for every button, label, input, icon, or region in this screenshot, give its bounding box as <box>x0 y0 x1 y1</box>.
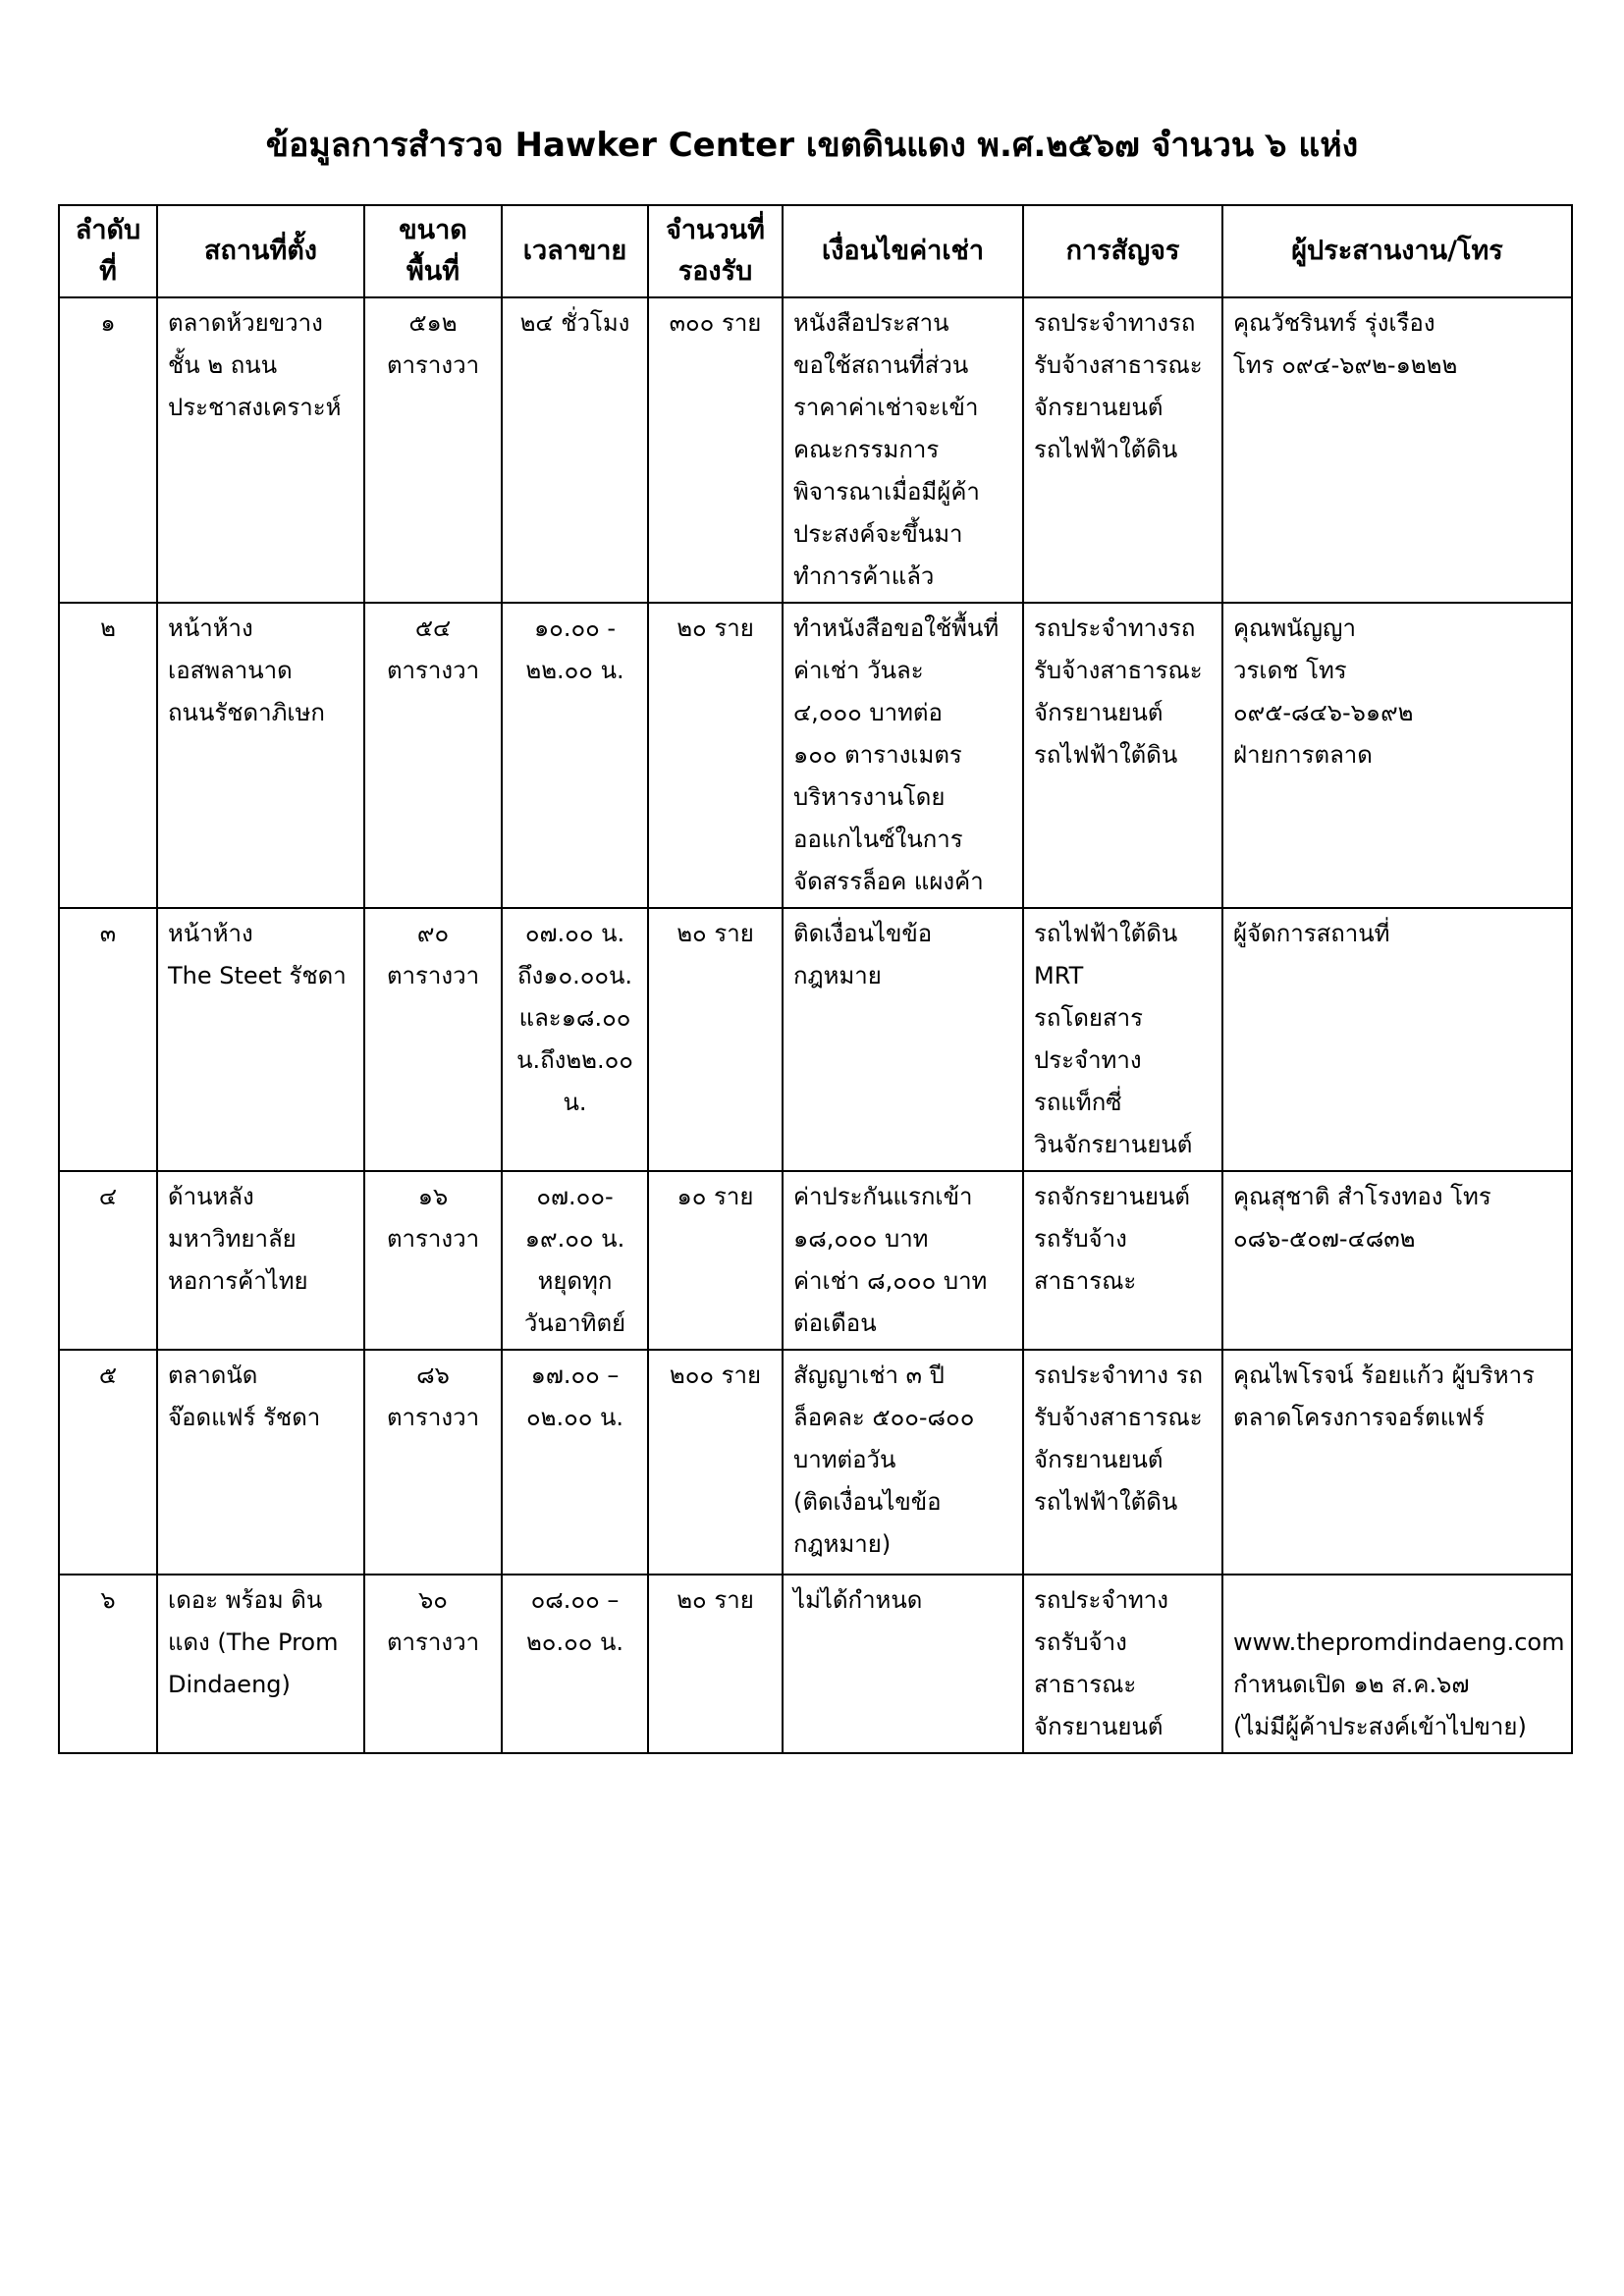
cell-line: ตารางวา <box>386 351 480 379</box>
header-line: รองรับ <box>677 256 753 287</box>
cell-line: น.ถึง๒๒.๐๐ <box>516 1046 633 1074</box>
cell-hours <box>502 1575 648 1753</box>
cell-line: ติดเงื่อนไขข้อ <box>793 920 933 947</box>
header-transport <box>1023 205 1222 297</box>
cell-line: รถจักรยานยนต์ <box>1034 1183 1190 1210</box>
cell-line: จักรยานยนต์ <box>1034 1446 1164 1473</box>
cell-line: วินจักรยานยนต์ <box>1034 1131 1193 1158</box>
cell-line: ถนนรัชดาภิเษก <box>168 699 325 726</box>
cell-line: สาธารณะ <box>1034 1671 1137 1698</box>
cell-hours <box>502 908 648 1171</box>
cell-line: แดง (The Prom <box>168 1629 339 1656</box>
cell-line: ๓ <box>99 920 117 947</box>
cell-line: จักรยานยนต์ <box>1034 699 1164 726</box>
cell-transport <box>1023 1575 1222 1753</box>
cell-rent <box>783 603 1023 908</box>
header-line: ลำดับ <box>75 215 141 245</box>
header-row <box>59 205 1572 297</box>
cell-line: รถไฟฟ้าใต้ดิน <box>1034 1488 1178 1516</box>
header-contact <box>1222 205 1572 297</box>
cell-line: บาทต่อวัน <box>793 1446 896 1473</box>
cell-line: (ไม่มีผู้ค้าประสงค์เข้าไปขาย) <box>1233 1713 1527 1740</box>
cell-line: รับจ้างสาธารณะ <box>1034 1404 1203 1431</box>
cell-location <box>157 1171 364 1350</box>
cell-rent <box>783 1350 1023 1575</box>
cell-no <box>59 1575 157 1753</box>
cell-line: คุณวัชรินทร์ รุ่งเรือง <box>1233 309 1435 337</box>
cell-line: ๖๐ <box>418 1586 448 1614</box>
cell-line: สาธารณะ <box>1034 1267 1137 1295</box>
cell-line: ๓๐๐ ราย <box>669 309 762 337</box>
header-location <box>157 205 364 297</box>
cell-line: ล็อคละ ๕๐๐-๘๐๐ <box>793 1404 975 1431</box>
cell-line: ๖ <box>100 1586 116 1614</box>
cell-line: วันอาทิตย์ <box>523 1309 626 1337</box>
cell-line: ๒๐ ราย <box>677 1586 754 1614</box>
cell-capacity <box>648 297 783 603</box>
header-line: เงื่อนไขค่าเช่า <box>821 236 985 266</box>
cell-transport <box>1023 297 1222 603</box>
cell-line: เดอะ พร้อม ดิน <box>168 1586 323 1614</box>
cell-line: ประสงค์จะขึ้นมา <box>793 520 963 548</box>
cell-contact <box>1222 908 1572 1171</box>
cell-no <box>59 1171 157 1350</box>
cell-line: ๑๖ <box>417 1183 449 1210</box>
cell-line: รถไฟฟ้าใต้ดิน <box>1034 436 1178 463</box>
cell-line: รถประจำทางรถ <box>1034 309 1196 337</box>
cell-contact <box>1222 297 1572 603</box>
cell-transport <box>1023 908 1222 1171</box>
table-row <box>59 603 1572 908</box>
cell-capacity <box>648 908 783 1171</box>
cell-line: จัดสรรล็อค แผงค้า <box>793 868 984 895</box>
cell-line: ตารางวา <box>386 962 480 989</box>
cell-line: ๒๐ ราย <box>677 920 754 947</box>
cell-line: คุณไพโรจน์ ร้อยแก้ว ผู้บริหาร <box>1233 1362 1535 1389</box>
cell-area <box>364 297 502 603</box>
table-row <box>59 1350 1572 1575</box>
cell-contact <box>1222 1171 1572 1350</box>
cell-line: กำหนดเปิด ๑๒ ส.ค.๖๗ <box>1233 1671 1470 1698</box>
header-hours <box>502 205 648 297</box>
cell-line: จักรยานยนต์ <box>1034 1713 1164 1740</box>
cell-line: ๑๗.๐๐ – <box>530 1362 620 1389</box>
cell-line: ๔ <box>98 1183 118 1210</box>
cell-line: น. <box>563 1089 587 1116</box>
cell-line: วรเดช โทร <box>1233 657 1347 684</box>
cell-line: ตลาดโครงการจอร์ตแฟร์ <box>1233 1404 1486 1431</box>
cell-line: ตารางวา <box>386 657 480 684</box>
cell-transport <box>1023 603 1222 908</box>
cell-line: ผู้จัดการสถานที่ <box>1233 920 1390 947</box>
cell-line: ทำการค้าแล้ว <box>793 562 935 590</box>
cell-line: รถไฟฟ้าใต้ดิน <box>1034 920 1178 947</box>
cell-area <box>364 1575 502 1753</box>
cell-rent <box>783 1171 1023 1350</box>
cell-line: ตารางวา <box>386 1225 480 1253</box>
cell-line: ตารางวา <box>386 1629 480 1656</box>
cell-line: ประชาสงเคราะห์ <box>168 394 342 421</box>
cell-line: ๕๑๒ <box>408 309 458 337</box>
header-line: สถานที่ตั้ง <box>204 236 317 266</box>
cell-line: ด้านหลัง <box>168 1183 254 1210</box>
cell-transport <box>1023 1350 1222 1575</box>
cell-line: The Steet รัชดา <box>168 962 347 989</box>
cell-rent <box>783 1575 1023 1753</box>
cell-line: ๑ <box>100 309 116 337</box>
cell-line: รถแท็กซี่ <box>1034 1089 1122 1116</box>
table-row <box>59 1171 1572 1350</box>
cell-line: ค่าเช่า ๘,๐๐๐ บาท <box>793 1267 988 1295</box>
cell-line: เอสพลานาด <box>168 657 293 684</box>
cell-contact <box>1222 1575 1572 1753</box>
header-line: ผู้ประสานงาน/โทร <box>1291 236 1503 266</box>
cell-capacity <box>648 603 783 908</box>
cell-line: ๒๐.๐๐ น. <box>525 1629 624 1656</box>
cell-line: รถประจำทาง <box>1034 1586 1168 1614</box>
cell-capacity <box>648 1350 783 1575</box>
cell-line: ๒๐ ราย <box>677 614 754 642</box>
cell-line: ๑๐ ราย <box>677 1183 754 1210</box>
cell-line: รถโดยสาร <box>1034 1004 1143 1032</box>
cell-contact <box>1222 1350 1572 1575</box>
cell-transport <box>1023 1171 1222 1350</box>
cell-hours <box>502 297 648 603</box>
cell-line: หน้าห้าง <box>168 614 253 642</box>
header-line: พื้นที่ <box>406 256 460 287</box>
cell-area <box>364 1350 502 1575</box>
cell-line: หนังสือประสาน <box>793 309 949 337</box>
cell-line: ราคาค่าเช่าจะเข้า <box>793 394 979 421</box>
cell-line: ๒ <box>100 614 116 642</box>
cell-line: ๑๙.๐๐ น. <box>524 1225 625 1253</box>
cell-line: ๐๗.๐๐ น. <box>524 920 625 947</box>
cell-line: ๒๐๐ ราย <box>669 1362 762 1389</box>
cell-line: บริหารงานโดย <box>793 783 946 811</box>
cell-no <box>59 908 157 1171</box>
header-line: จำนวนที่ <box>666 215 765 245</box>
cell-line: ๔,๐๐๐ บาทต่อ <box>793 699 943 726</box>
cell-line: พิจารณาเมื่อมีผู้ค้า <box>793 478 980 506</box>
cell-line: ๒๔ ชั่วโมง <box>519 309 630 337</box>
table-row <box>59 908 1572 1171</box>
cell-line: ออแกไนซ์ในการ <box>793 826 963 853</box>
cell-line: กฎหมาย <box>793 962 882 989</box>
cell-line: www.thepromdindaeng.com <box>1233 1629 1565 1656</box>
header-line: ขนาด <box>399 215 467 245</box>
survey-table <box>58 204 1573 1754</box>
cell-rent <box>783 908 1023 1171</box>
cell-no <box>59 603 157 908</box>
cell-line: ๑๘,๐๐๐ บาท <box>793 1225 929 1253</box>
cell-line: ตลาดห้วยขวาง <box>168 309 323 337</box>
cell-location <box>157 908 364 1171</box>
table-body <box>59 297 1572 1753</box>
header-line: เวลาขาย <box>522 236 627 266</box>
cell-line: ๐๗.๐๐- <box>536 1183 614 1210</box>
cell-line: รถประจำทางรถ <box>1034 614 1196 642</box>
cell-line: ถึง๑๐.๐๐น. <box>516 962 633 989</box>
cell-line <box>1233 1579 1561 1622</box>
cell-line: ๕๔ <box>414 614 452 642</box>
cell-capacity <box>648 1171 783 1350</box>
cell-line: รถรับจ้าง <box>1034 1225 1127 1253</box>
cell-contact <box>1222 603 1572 908</box>
cell-line: หน้าห้าง <box>168 920 253 947</box>
cell-line: ๐๘๖-๕๐๗-๔๘๓๒ <box>1233 1225 1416 1253</box>
cell-line: Dindaeng) <box>168 1671 291 1698</box>
page-title: ข้อมูลการสำรวจ Hawker Center เขตดินแดง พ.ศ.๒๕๖๗ จำนวน ๖ แห่ง <box>265 126 1359 165</box>
cell-line: (ติดเงื่อนไขข้อ <box>793 1488 942 1516</box>
cell-line: หอการค้าไทย <box>168 1267 308 1295</box>
cell-no <box>59 1350 157 1575</box>
cell-area <box>364 603 502 908</box>
cell-line: คุณพนัญญา <box>1233 614 1356 642</box>
cell-line: ๙๐ <box>416 920 450 947</box>
cell-line: รถรับจ้าง <box>1034 1629 1127 1656</box>
cell-line: มหาวิทยาลัย <box>168 1225 297 1253</box>
cell-line: คณะกรรมการ <box>793 436 940 463</box>
header-no <box>59 205 157 297</box>
cell-location <box>157 297 364 603</box>
cell-line: ๒๒.๐๐ น. <box>525 657 624 684</box>
header-line: ที่ <box>99 256 117 287</box>
cell-line: รับจ้างสาธารณะ <box>1034 351 1203 379</box>
cell-line: ๕ <box>98 1362 118 1389</box>
cell-hours <box>502 603 648 908</box>
cell-line: และ๑๘.๐๐ <box>518 1004 631 1032</box>
header-area <box>364 205 502 297</box>
cell-line: กฎหมาย) <box>793 1530 892 1558</box>
table-row <box>59 1575 1572 1753</box>
cell-line: ตารางวา <box>386 1404 480 1431</box>
cell-line: ขอใช้สถานที่ส่วน <box>793 351 969 379</box>
cell-line: ฝ่ายการตลาด <box>1233 741 1373 769</box>
cell-line: ๐๒.๐๐ น. <box>525 1404 624 1431</box>
cell-line: ต่อเดือน <box>793 1309 877 1337</box>
cell-line: ทำหนังสือขอใช้พื้นที่ <box>793 614 1000 642</box>
cell-line: รถไฟฟ้าใต้ดิน <box>1034 741 1178 769</box>
cell-line: ค่าประกันแรกเข้า <box>793 1183 973 1210</box>
cell-location <box>157 1350 364 1575</box>
cell-line: โทร ๐๙๔-๖๙๒-๑๒๒๒ <box>1233 351 1458 379</box>
cell-line: ไม่ได้กำหนด <box>793 1586 923 1614</box>
cell-line: สัญญาเช่า ๓ ปี <box>793 1362 945 1389</box>
cell-location <box>157 603 364 908</box>
cell-area <box>364 908 502 1171</box>
cell-line: ๐๘.๐๐ – <box>530 1586 620 1614</box>
cell-line: ตลาดนัด <box>168 1362 258 1389</box>
cell-hours <box>502 1171 648 1350</box>
cell-line: ๑๐.๐๐ - <box>533 614 617 642</box>
cell-line: รับจ้างสาธารณะ <box>1034 657 1203 684</box>
header-rent <box>783 205 1023 297</box>
cell-line: ประจำทาง <box>1034 1046 1142 1074</box>
cell-line: MRT <box>1034 962 1084 989</box>
header-capacity <box>648 205 783 297</box>
table-row <box>59 297 1572 603</box>
cell-line: จักรยานยนต์ <box>1034 394 1164 421</box>
cell-line: ชั้น ๒ ถนน <box>168 351 278 379</box>
cell-line: หยุดทุก <box>537 1267 613 1295</box>
cell-no <box>59 297 157 603</box>
cell-hours <box>502 1350 648 1575</box>
cell-rent <box>783 297 1023 603</box>
cell-line: รถประจำทาง รถ <box>1034 1362 1204 1389</box>
cell-capacity <box>648 1575 783 1753</box>
cell-line: ๑๐๐ ตารางเมตร <box>793 741 962 769</box>
cell-line: ค่าเช่า วันละ <box>793 657 924 684</box>
cell-area <box>364 1171 502 1350</box>
cell-location <box>157 1575 364 1753</box>
cell-line: คุณสุชาติ สำโรงทอง โทร <box>1233 1183 1491 1210</box>
header-line: การสัญจร <box>1065 236 1180 266</box>
cell-line: จ๊อดแฟร์ รัชดา <box>168 1404 321 1431</box>
cell-line: ๘๖ <box>416 1362 450 1389</box>
cell-line: ๐๙๕-๘๔๖-๖๑๙๒ <box>1233 699 1414 726</box>
